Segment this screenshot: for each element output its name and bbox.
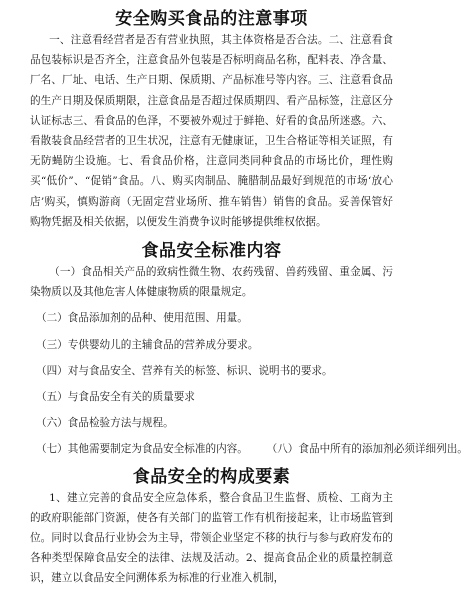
- standard-item-1: （一）食品相关产品的致病性微生物、农药残留、兽药残留、重金属、污染物质以及其他危害人体健康物质的限量规定。: [30, 266, 393, 299]
- safety-elements-paragraph: 1、建立完善的食品安全应急体系，整合食品卫生监督、质检、工商为主的政府职能部门资源，使各有关部门的监管工作有机衔接起来，让市场监管到位。同时以食品行业协会为主导，带领企业坚定不移的执行与参与政府发布的各种类型保障食品安全的法律、法规及活动。2、提高食品企业的质量控制意识，建立以食品安全问溯体系为标准的行业准入机制，: [30, 491, 393, 585]
- section-title-standard-content: 食品安全标准内容: [141, 241, 282, 262]
- standard-item-6: （六）食品检验方法与规程。: [36, 417, 174, 430]
- standard-item-3: （三）专供婴幼儿的主辅食品的营养成分要求。: [36, 338, 259, 351]
- section-title-purchase-tips: 安全购买食品的注意事项: [115, 9, 308, 29]
- standard-item-8: （八）食品中所有的添加剂必须详细列出。: [266, 443, 468, 456]
- purchase-tips-paragraph: 一、注意看经营者是否有营业执照，其主体资格是否合法。二、注意看食品包装标识是否齐全，注意食品外包装是否标明商品名称，配料表、净含量、厂名、厂址、电话、生产日期、保质期、产品标准号等内容。三、注意看食品的生产日期及保质期限，注意食品是否超过保质期四、看产品标签，注意区分认证标志三、看食品的色泽，不要被外观过于鲜艳、好看的食品所迷惑。六、看散装食品经营者的卫生状况，注意有无健康证，卫生合格证等相关证照，有无防蝇防尘设施。七、看食品价格，注意同类同种食品的市场比价，理性购买“低价”、“促销”食品。八、购买肉制品、腌腊制品最好到规范的市场‘放心店’购买，慎购游商（无固定营业场所、推车销售）销售的食品。妥善保管好购物凭据及相关依据，以便发生消费争议时能够提供维权依据。: [30, 34, 393, 228]
- standard-item-7-8-row: [30, 439, 468, 459]
- standard-item-2: （二）食品添加剂的品种、使用范围、用量。: [36, 312, 248, 325]
- standard-item-4: （四）对与食品安全、营养有关的标签、标识、说明书的要求。: [36, 364, 333, 377]
- standard-item-7: （七）其他需要制定为食品安全标准的内容。: [36, 443, 248, 456]
- standard-item-5: （五）与食品安全有关的质量要求: [36, 391, 195, 404]
- section-title-safety-elements: 食品安全的构成要素: [132, 466, 291, 487]
